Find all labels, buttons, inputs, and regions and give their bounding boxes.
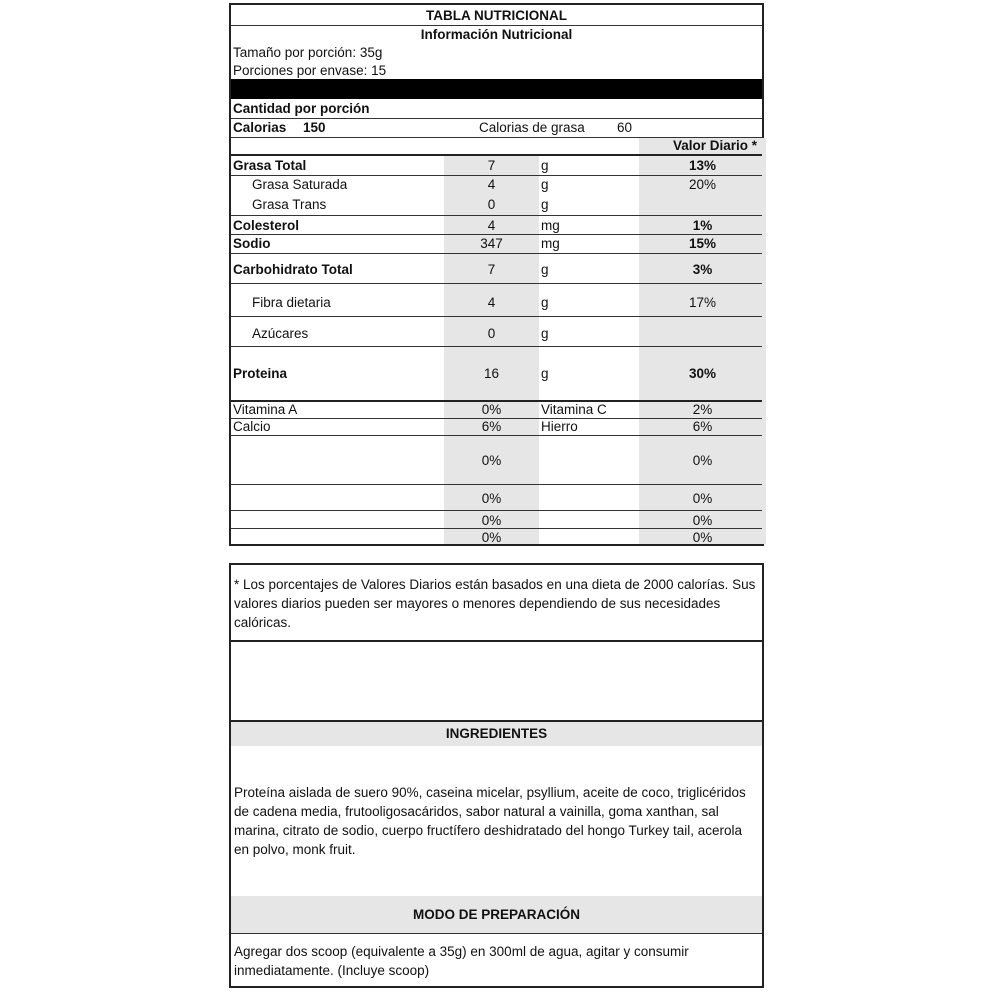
nutrient-dv: 20%	[688, 177, 717, 192]
vitamin-value: 0%	[692, 513, 713, 528]
amount-per-serving: Cantidad por porción	[233, 101, 370, 116]
daily-value-header: Valor Diario *	[672, 138, 757, 153]
info-subtitle: Información Nutricional	[420, 27, 573, 42]
serving-size: Tamaño por porción: 35g	[233, 45, 383, 60]
servings-per-container: Porciones por envase: 15	[233, 63, 387, 78]
table-title: TABLA NUTRICIONAL	[426, 8, 567, 23]
nutrient-dv: 13%	[688, 158, 717, 173]
nutrient-dv: 3%	[692, 262, 713, 277]
ingredients-box	[229, 720, 764, 988]
vitamin-value: 2%	[692, 402, 713, 417]
nutrient-name: Grasa Total	[233, 158, 307, 173]
nutrient-name: Fibra dietaria	[252, 295, 331, 310]
nutrient-amount: 4	[487, 177, 496, 192]
nutrient-unit: g	[541, 158, 549, 173]
vitamin-value: 0%	[481, 402, 502, 417]
vitamin-name: Calcio	[233, 419, 271, 434]
nutrient-unit: g	[541, 262, 549, 277]
fat-calories-label: Calorias de grasa	[479, 120, 585, 135]
vitamin-value: 0%	[692, 491, 713, 506]
ingredients-title: INGREDIENTES	[445, 726, 548, 741]
nutrient-name: Colesterol	[233, 218, 300, 233]
nutrient-dv: 1%	[692, 218, 713, 233]
nutrient-unit: mg	[541, 236, 560, 251]
vitamin-value: 0%	[481, 453, 502, 468]
nutrient-unit: g	[541, 197, 549, 212]
nutrient-amount: 0	[487, 326, 496, 341]
nutrient-name: Carbohidrato Total	[233, 262, 353, 277]
vitamin-value: 6%	[481, 419, 502, 434]
nutrient-unit: mg	[541, 218, 560, 233]
empty-box	[229, 640, 764, 722]
vitamin-value: 0%	[692, 530, 713, 545]
nutrient-name: Proteina	[233, 366, 288, 381]
nutrient-amount: 0	[487, 197, 496, 212]
vitamin-name: Vitamina A	[233, 402, 298, 417]
nutrient-name: Sodio	[233, 236, 271, 251]
nutrient-name: Azúcares	[252, 326, 309, 341]
nutrient-amount: 16	[483, 366, 500, 381]
calories-label: Calorias	[233, 120, 287, 135]
nutrient-amount: 7	[487, 262, 496, 277]
nutrient-amount: 4	[487, 295, 496, 310]
vitamin-name: Vitamina C	[541, 402, 607, 417]
vitamin-value: 0%	[481, 530, 502, 545]
fat-calories-value: 60	[617, 120, 633, 135]
vitamin-value: 0%	[481, 491, 502, 506]
ingredients-text: Proteína aislada de suero 90%, caseina micelar, psyllium, aceite de coco, triglicéridos de cadena media, frutooligosacáridos, sabor natural a vainilla, goma xanthan, sal marina, citrato de sodio, cuerpo fructífero deshidratado del hongo Turkey tail, acerola en polvo, monk fruit.	[234, 785, 746, 857]
nutrient-dv: 17%	[688, 295, 717, 310]
nutrient-name: Grasa Saturada	[252, 177, 348, 192]
preparation-text: Agregar dos scoop (equivalente a 35g) en 300ml de agua, agitar y consumir inmediatamente. (Incluye scoop)	[234, 944, 689, 978]
nutrient-dv: 30%	[688, 366, 717, 381]
vitamin-value: 0%	[481, 513, 502, 528]
nutrient-dv: 15%	[688, 236, 717, 251]
nutrient-unit: g	[541, 177, 549, 192]
nutrient-unit: g	[541, 366, 549, 381]
nutrient-unit: g	[541, 295, 549, 310]
nutrition-table	[229, 3, 764, 546]
vitamin-value: 0%	[692, 453, 713, 468]
black-bar	[231, 79, 762, 99]
nutrient-amount: 4	[487, 218, 496, 233]
nutrient-name: Grasa Trans	[252, 197, 327, 212]
vitamin-name: Hierro	[541, 419, 578, 434]
calories-value: 150	[303, 120, 326, 135]
nutrient-unit: g	[541, 326, 549, 341]
footnote-text: * Los porcentajes de Valores Diarios están basados en una dieta de 2000 calorías. Sus valores diarios pueden ser mayores o menores dependiendo de sus necesidades calóricas.	[234, 577, 756, 630]
vitamin-value: 6%	[692, 419, 713, 434]
nutrient-amount: 7	[487, 158, 496, 173]
nutrient-amount: 347	[480, 236, 503, 251]
preparation-title: MODO DE PREPARACIÓN	[412, 907, 580, 922]
footnote-box	[229, 563, 764, 642]
